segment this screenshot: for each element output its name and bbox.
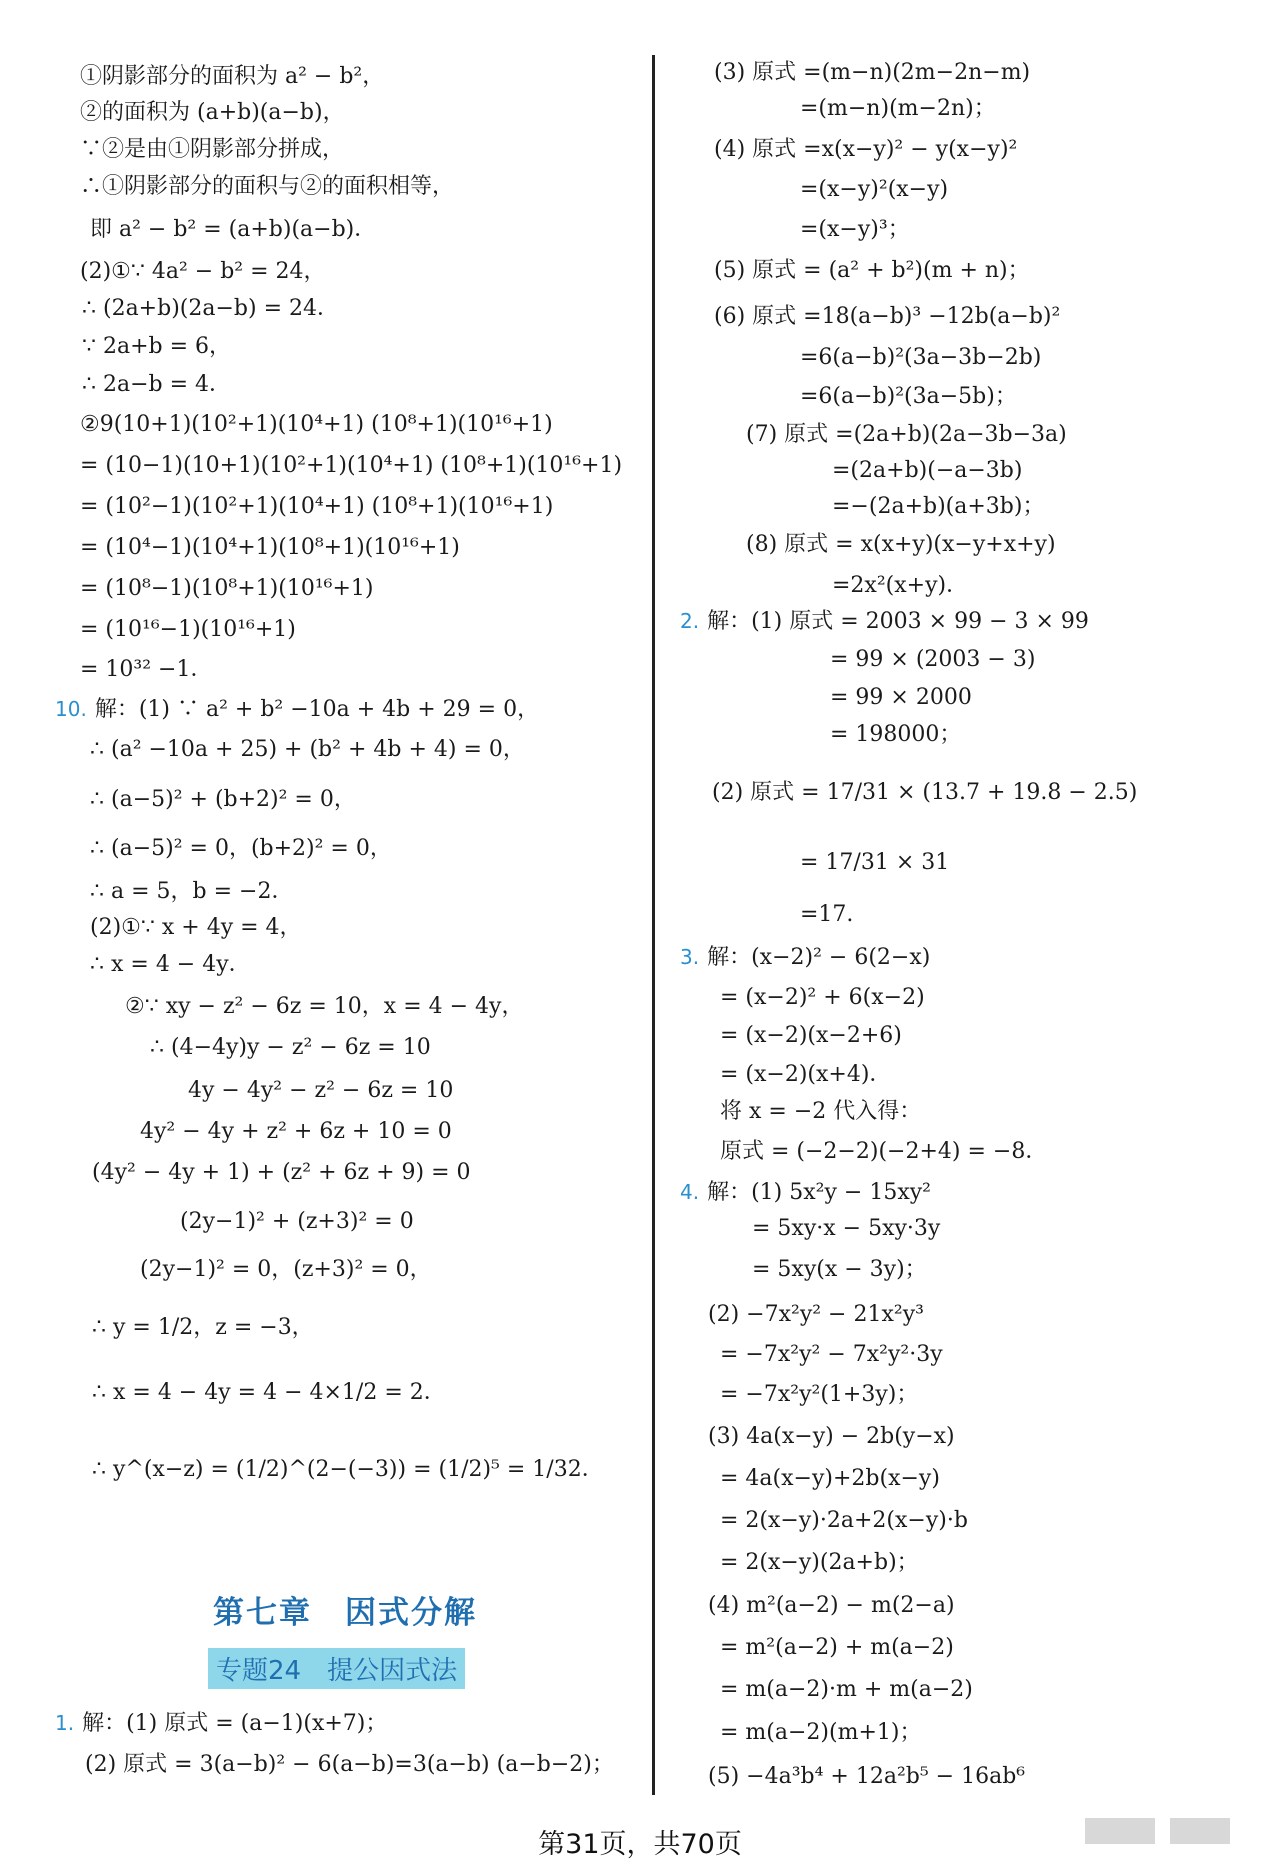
question-number: 1. bbox=[55, 1711, 75, 1735]
text-line: =17. bbox=[800, 902, 854, 927]
text-line: 解：(1) 5x²y − 15xy² bbox=[707, 1180, 931, 1205]
text-line: =(m−n)(m−2n)； bbox=[800, 96, 996, 121]
text-line: =6(a−b)²(3a−5b)； bbox=[800, 384, 1017, 409]
text-line: (6) 原式 =18(a−b)³ −12b(a−b)² bbox=[714, 304, 1061, 329]
chapter-title: 第七章 因式分解 bbox=[213, 1595, 477, 1631]
text-line: = 2(x−y)(2a+b)； bbox=[720, 1550, 919, 1575]
text-line: = −7x²y² − 7x²y²·3y bbox=[720, 1342, 943, 1367]
text-line: (5) 原式 = (a² + b²)(m + n)； bbox=[714, 258, 1030, 283]
text-line: (3) 4a(x−y) − 2b(y−x) bbox=[708, 1424, 955, 1449]
text-line: 4y − 4y² − z² − 6z = 10 bbox=[188, 1078, 454, 1103]
text-line: (2) 原式 = 3(a−b)² − 6(a−b)=3(a−b) (a−b−2)； bbox=[85, 1752, 614, 1777]
text-line: = 198000； bbox=[830, 722, 962, 747]
text-line: =(x−y)²(x−y) bbox=[800, 177, 949, 202]
text-line: ∴ 2a−b = 4． bbox=[82, 372, 232, 397]
text-line: = (10⁴−1)(10⁴+1)(10⁸+1)(10¹⁶+1) bbox=[80, 535, 460, 560]
text-line: = 10³² −1． bbox=[80, 657, 213, 682]
text-line: ∴ (a−5)² = 0，(b+2)² = 0， bbox=[90, 836, 392, 861]
text-line: = −7x²y²(1+3y)； bbox=[720, 1382, 919, 1407]
text-line: = 2(x−y)·2a+2(x−y)·b bbox=[720, 1508, 968, 1533]
text-line: ∴ (a−5)² + (b+2)² = 0， bbox=[90, 787, 356, 812]
text-line: =6(a−b)²(3a−3b−2b) bbox=[800, 345, 1042, 370]
question-number: 3. bbox=[680, 945, 700, 969]
text-line: = (10−1)(10+1)(10²+1)(10⁴+1) (10⁸+1)(10¹⁶+1) bbox=[80, 453, 623, 478]
text-line: (5) −4a³b⁴ + 12a²b⁵ − 16ab⁶ bbox=[708, 1764, 1026, 1789]
text-line: ∴ (2a+b)(2a−b) = 24． bbox=[82, 296, 339, 321]
question-number: 4. bbox=[680, 1180, 700, 1204]
text-line: ∴ y = 1/2，z = −3， bbox=[92, 1315, 314, 1340]
column-divider bbox=[652, 55, 655, 1795]
text-line: (7) 原式 =(2a+b)(2a−3b−3a) bbox=[746, 422, 1067, 447]
text-line: 将 x = −2 代入得： bbox=[720, 1099, 922, 1124]
text-line: (3) 原式 =(m−n)(2m−2n−m) bbox=[714, 60, 1031, 85]
question-4 bbox=[680, 1177, 931, 1208]
question-3 bbox=[680, 942, 930, 973]
text-line: = (x−2)² + 6(x−2) bbox=[720, 985, 925, 1010]
text-line: (2)①∵ x + 4y = 4， bbox=[90, 915, 302, 940]
text-line: ∵ 2a+b = 6， bbox=[82, 334, 232, 359]
text-line: (8) 原式 = x(x+y)(x−y+x+y) bbox=[746, 532, 1056, 557]
text-line: = 17/31 × 31 bbox=[800, 850, 950, 875]
text-line: 4y² − 4y + z² + 6z + 10 = 0 bbox=[140, 1119, 452, 1144]
text-line: = 99 × 2000 bbox=[830, 685, 972, 710]
topic-title: 专题24 提公因式法 bbox=[208, 1648, 465, 1689]
text-line: = (x−2)(x−2+6) bbox=[720, 1023, 902, 1048]
text-line: = m(a−2)(m+1)； bbox=[720, 1720, 922, 1745]
text-line: (4) 原式 =x(x−y)² − y(x−y)² bbox=[714, 137, 1018, 162]
question-number: 10. bbox=[55, 697, 87, 721]
text-line: ②∵ xy − z² − 6z = 10，x = 4 − 4y， bbox=[125, 994, 524, 1019]
text-line: ∴ (a² −10a + 25) + (b² + 4b + 4) = 0， bbox=[90, 737, 525, 762]
text-line: ②的面积为 (a+b)(a−b)， bbox=[80, 100, 345, 125]
text-line: = (10²−1)(10²+1)(10⁴+1) (10⁸+1)(10¹⁶+1) bbox=[80, 494, 554, 519]
text-line: ∴ x = 4 − 4y． bbox=[90, 952, 251, 977]
text-line: 即 a² − b² = (a+b)(a−b)． bbox=[90, 217, 377, 242]
text-line: = m(a−2)·m + m(a−2) bbox=[720, 1677, 973, 1702]
text-line: ∴ (4−4y)y − z² − 6z = 10 bbox=[150, 1035, 431, 1060]
text-line: ∴ x = 4 − 4y = 4 − 4×1/2 = 2． bbox=[92, 1380, 446, 1405]
text-line: ∴ a = 5，b = −2． bbox=[90, 879, 294, 904]
text-line: (2y−1)² + (z+3)² = 0 bbox=[180, 1209, 414, 1234]
text-line: = 99 × (2003 − 3) bbox=[830, 647, 1036, 672]
text-line: ②9(10+1)(10²+1)(10⁴+1) (10⁸+1)(10¹⁶+1) bbox=[80, 412, 553, 437]
text-line: ∵②是由①阴影部分拼成， bbox=[80, 137, 345, 162]
text-line: ①阴影部分的面积为 a² − b²， bbox=[80, 64, 385, 89]
text-line: = (10⁸−1)(10⁸+1)(10¹⁶+1) bbox=[80, 576, 374, 601]
text-line: =(2a+b)(−a−3b) bbox=[832, 458, 1023, 483]
text-line: 解：(1) 原式 = (a−1)(x+7)； bbox=[82, 1711, 388, 1736]
question-1 bbox=[55, 1708, 387, 1739]
text-line: 解：(1) 原式 = 2003 × 99 − 3 × 99 bbox=[707, 609, 1089, 634]
text-line: (2y−1)² = 0，(z+3)² = 0， bbox=[140, 1257, 432, 1282]
text-line: = (10¹⁶−1)(10¹⁶+1) bbox=[80, 617, 296, 642]
question-10 bbox=[55, 694, 539, 725]
text-line: (2) −7x²y² − 21x²y³ bbox=[708, 1302, 924, 1327]
text-line: = 5xy(x − 3y)； bbox=[752, 1257, 927, 1282]
question-number: 2. bbox=[680, 609, 700, 633]
text-line: =(x−y)³； bbox=[800, 217, 910, 242]
text-line: = 4a(x−y)+2b(x−y) bbox=[720, 1466, 940, 1491]
text-line: ∴ y^(x−z) = (1/2)^(2−(−3)) = (1/2)⁵ = 1/32． bbox=[92, 1457, 604, 1482]
text-line: ∴①阴影部分的面积与②的面积相等， bbox=[80, 174, 455, 199]
text-line: =−(2a+b)(a+3b)； bbox=[832, 494, 1045, 519]
page-indicator: 第31页，共70页 bbox=[538, 1829, 742, 1860]
text-line: = m²(a−2) + m(a−2) bbox=[720, 1635, 954, 1660]
text-line: (4) m²(a−2) − m(2−a) bbox=[708, 1593, 955, 1618]
text-line: (2) 原式 = 17/31 × (13.7 + 19.8 − 2.5) bbox=[712, 780, 1138, 805]
text-line: 原式 = (−2−2)(−2+4) = −8． bbox=[720, 1139, 1048, 1164]
text-line: (2)①∵ 4a² − b² = 24， bbox=[80, 259, 326, 284]
text-line: = 5xy·x − 5xy·3y bbox=[752, 1216, 941, 1241]
text-line: =2x²(x+y)． bbox=[832, 573, 969, 598]
text-line: 解：(1) ∵ a² + b² −10a + 4b + 29 = 0， bbox=[94, 697, 540, 722]
text-line: 解：(x−2)² − 6(2−x) bbox=[707, 945, 931, 970]
question-2 bbox=[680, 606, 1089, 637]
text-line: = (x−2)(x+4)． bbox=[720, 1062, 892, 1087]
text-line: (4y² − 4y + 1) + (z² + 6z + 9) = 0 bbox=[92, 1160, 471, 1185]
